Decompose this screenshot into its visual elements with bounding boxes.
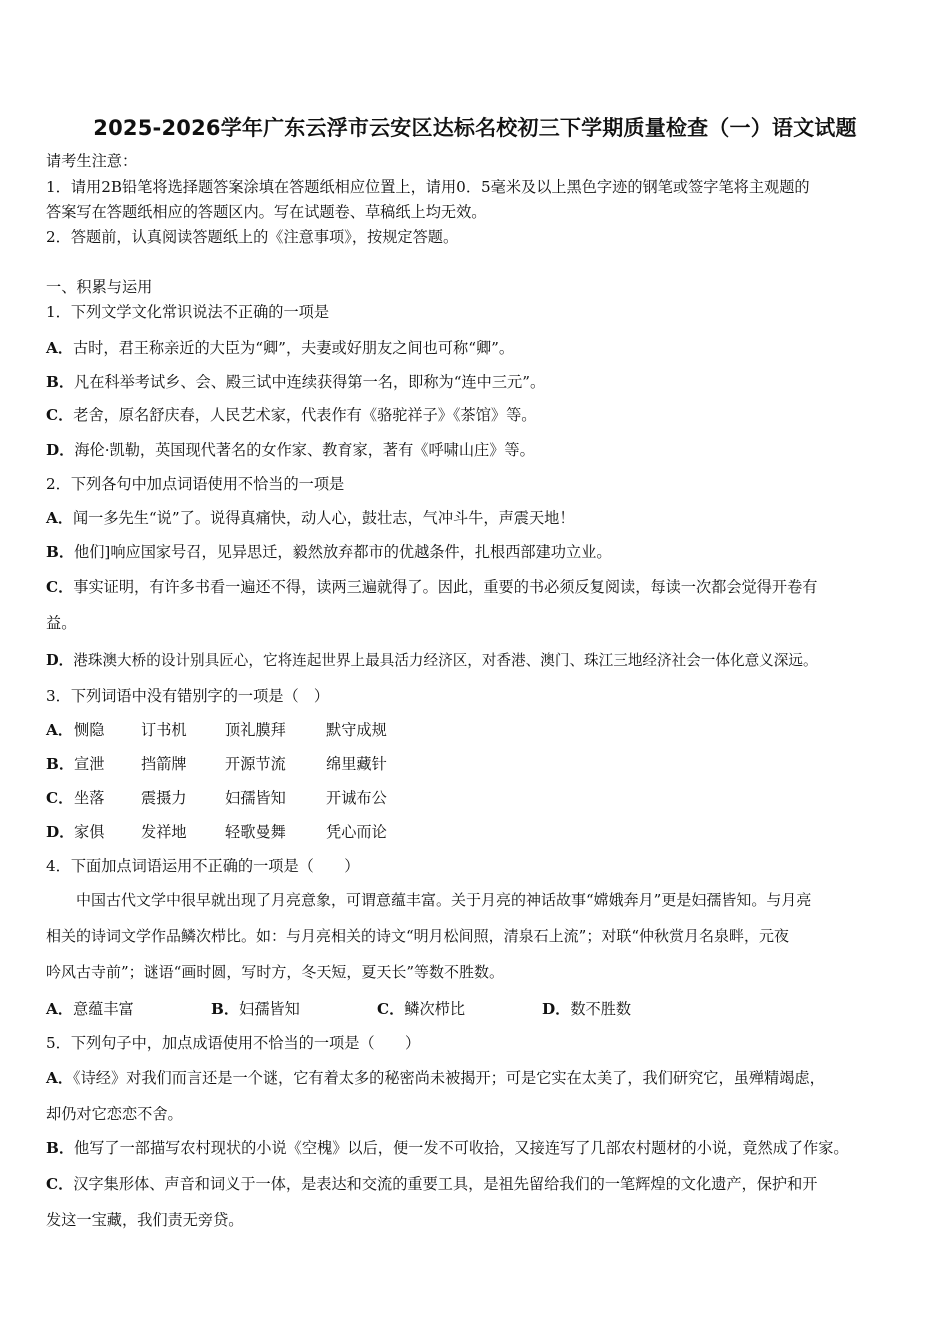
q5-option-b bbox=[46, 1138, 926, 1158]
q5-option-c-cont: 发这一宝藏，我们责无旁贷。 bbox=[46, 1211, 244, 1229]
q4-option-c bbox=[377, 999, 465, 1019]
word: 宣泄 bbox=[74, 755, 105, 773]
option-label: D． bbox=[46, 652, 74, 669]
word: 顶礼膜拜 bbox=[225, 721, 286, 739]
option-label: A． bbox=[46, 1069, 73, 1087]
word: 开源节流 bbox=[225, 755, 286, 773]
section-heading: 一、积累与运用 bbox=[46, 278, 153, 296]
question-3-stem: 3．下列词语中没有错别字的一项是（ ） bbox=[46, 687, 330, 705]
option-label: A． bbox=[46, 339, 73, 357]
notice-item-1: 1．请用2B铅笔将选择题答案涂填在答题纸相应位置上，请用0．5毫米及以上黑色字迹的钢笔或签字笔将主观题的 bbox=[46, 178, 810, 196]
q5-option-a-cont: 却仍对它恋恋不舍。 bbox=[46, 1105, 183, 1123]
question-2-stem: 2．下列各句中加点词语使用不恰当的一项是 bbox=[46, 475, 345, 493]
question-1-stem: 1．下列文学文化常识说法不正确的一项是 bbox=[46, 303, 330, 321]
option-text: 海伦·凯勒，英国现代著名的女作家、教育家，著有《呼啸山庄》等。 bbox=[74, 441, 535, 459]
option-text: 《诗经》对我们而言还是一个谜，它有着太多的秘密尚未被揭开；可是它实在太美了，我们研究它，虽殚精竭虑， bbox=[72, 1069, 825, 1087]
option-text: 事实证明，有许多书看一遍还不得，读两三遍就得了。因此，重要的书必须反复阅读，每读一次都会觉得开卷有 bbox=[73, 578, 818, 596]
option-text: 老舍，原名舒庆春，人民艺术家，代表作有《骆驼祥子》《茶馆》等。 bbox=[73, 406, 537, 424]
q2-option-b bbox=[46, 542, 926, 562]
notice-item-1-cont: 答案写在答题纸相应的答题区内。写在试题卷、草稿纸上均无效。 bbox=[46, 203, 487, 221]
question-5-stem: 5．下列句子中，加点成语使用不恰当的一项是（ ） bbox=[46, 1034, 421, 1052]
notice-heading: 请考生注意： bbox=[46, 152, 138, 170]
q5-option-a bbox=[46, 1068, 926, 1088]
option-label: D． bbox=[46, 823, 75, 841]
option-text: 意蕴丰富 bbox=[72, 1000, 134, 1018]
q1-option-b bbox=[46, 372, 926, 392]
q1-option-c bbox=[46, 405, 926, 425]
q2-option-c bbox=[46, 577, 926, 597]
option-label: C． bbox=[46, 1175, 74, 1193]
option-text: 妇孺皆知 bbox=[239, 1000, 300, 1018]
word: 轻歌曼舞 bbox=[225, 823, 286, 841]
q5-option-c bbox=[46, 1174, 926, 1194]
option-label: C． bbox=[46, 578, 74, 596]
option-label: B． bbox=[46, 373, 75, 391]
option-text: 港珠澳大桥的设计别具匠心，它将连起世界上最具活力经济区，对香港、澳门、珠江三地经济社会一体化意义深远。 bbox=[73, 652, 818, 669]
option-text: 凡在科举考试乡、会、殿三试中连续获得第一名，即称为“连中三元”。 bbox=[74, 373, 546, 391]
option-label: D． bbox=[542, 1000, 571, 1018]
option-text: 闻一多先生“说”了。说得真痛快，动人心，鼓壮志，气冲斗牛，声震天地！ bbox=[72, 509, 575, 527]
question-4-stem: 4．下面加点词语运用不正确的一项是（ ） bbox=[46, 857, 360, 875]
option-label: B． bbox=[46, 543, 75, 561]
word: 妇孺皆知 bbox=[225, 789, 286, 807]
option-label: C． bbox=[46, 406, 74, 424]
q4-option-d bbox=[542, 999, 631, 1019]
option-label: B． bbox=[46, 1139, 75, 1157]
notice-item-2: 2．答题前，认真阅读答题纸上的《注意事项》，按规定答题。 bbox=[46, 228, 459, 246]
word: 订书机 bbox=[141, 721, 187, 739]
option-label: A． bbox=[46, 721, 73, 739]
option-text: 他们]响应国家号召，见异思迁，毅然放弃都市的优越条件，扎根西部建功立业。 bbox=[74, 543, 612, 561]
q4-passage-line-1: 中国古代文学中很早就出现了月亮意象，可谓意蕴丰富。关于月亮的神话故事“嫦娥奔月”更是妇孺皆知。与月亮 bbox=[46, 891, 812, 909]
option-label: B． bbox=[211, 1000, 240, 1018]
q4-passage-line-2: 相关的诗词文学作品鳞次栉比。如：与月亮相关的诗文“明月松间照，清泉石上流”；对联“仲秋赏月名泉畔，元夜 bbox=[46, 927, 790, 945]
option-text: 汉字集形体、声音和词义于一体，是表达和交流的重要工具，是祖先留给我们的一笔辉煌的文化遗产，保护和开 bbox=[73, 1175, 818, 1193]
q2-option-d bbox=[46, 651, 926, 671]
page-title: 2025-2026学年广东云浮市云安区达标名校初三下学期质量检查（一）语文试题 bbox=[93, 116, 857, 140]
word: 家俱 bbox=[74, 823, 105, 841]
word: 发祥地 bbox=[141, 823, 187, 841]
q4-option-a bbox=[46, 999, 134, 1019]
word: 震摄力 bbox=[141, 789, 187, 807]
option-label: B． bbox=[46, 755, 75, 773]
q4-passage-line-3: 吟风古寺前”；谜语“画时圆，写时方，冬天短，夏天长”等数不胜数。 bbox=[46, 963, 505, 981]
option-text: 他写了一部描写农村现状的小说《空槐》以后，便一发不可收拾，又接连写了几部农村题材的小说，竟然成了作家。 bbox=[74, 1139, 849, 1157]
option-label: C． bbox=[46, 789, 74, 807]
q1-option-d bbox=[46, 440, 926, 460]
option-label: A． bbox=[46, 1000, 73, 1018]
word: 凭心而论 bbox=[326, 823, 387, 841]
option-text: 数不胜数 bbox=[570, 1000, 632, 1018]
option-label: A． bbox=[46, 509, 73, 527]
word: 恻隐 bbox=[74, 721, 105, 739]
word: 绵里藏针 bbox=[326, 755, 387, 773]
word: 坐落 bbox=[74, 789, 105, 807]
option-label: C． bbox=[377, 1000, 405, 1018]
word: 默守成规 bbox=[326, 721, 387, 739]
option-text: 鳞次栉比 bbox=[404, 1000, 466, 1018]
q4-option-b bbox=[211, 999, 300, 1019]
q1-option-a bbox=[46, 338, 926, 358]
word: 开诚布公 bbox=[326, 789, 387, 807]
q2-option-c-cont: 益。 bbox=[46, 614, 77, 632]
option-label: D． bbox=[46, 441, 75, 459]
q2-option-a bbox=[46, 508, 926, 528]
option-text: 古时，君王称亲近的大臣为“卿”，夫妻或好朋友之间也可称“卿”。 bbox=[72, 339, 515, 357]
word: 挡箭牌 bbox=[141, 755, 187, 773]
